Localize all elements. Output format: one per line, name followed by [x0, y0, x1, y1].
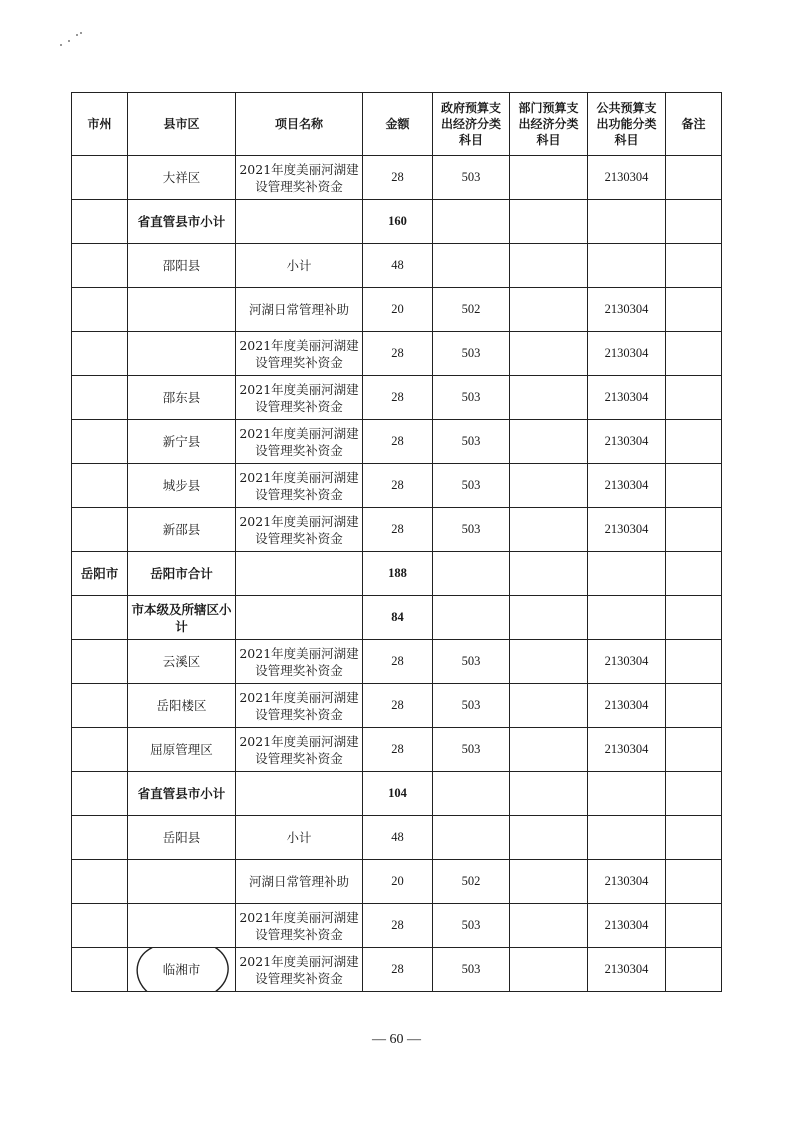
cell-county: 岳阳楼区: [128, 684, 236, 728]
cell-project: 2021年度美丽河湖建设管理奖补资金: [236, 332, 363, 376]
cell-city: [72, 332, 128, 376]
cell-amount: 28: [363, 640, 433, 684]
cell-project: [236, 596, 363, 640]
cell-func: 2130304: [588, 156, 666, 200]
cell-city: [72, 772, 128, 816]
cell-amount: 28: [363, 728, 433, 772]
cell-county: 城步县: [128, 464, 236, 508]
cell-gov-econ: 503: [433, 948, 510, 992]
cell-amount: 160: [363, 200, 433, 244]
cell-gov-econ: [433, 552, 510, 596]
cell-amount: 28: [363, 684, 433, 728]
cell-amount: 28: [363, 464, 433, 508]
cell-dept-econ: [510, 200, 588, 244]
cell-project: 2021年度美丽河湖建设管理奖补资金: [236, 904, 363, 948]
table-row: [72, 376, 722, 420]
table-row: [72, 904, 722, 948]
cell-dept-econ: [510, 552, 588, 596]
cell-county: 大祥区: [128, 156, 236, 200]
cell-dept-econ: [510, 376, 588, 420]
cell-remark: [666, 420, 722, 464]
cell-amount: 28: [363, 420, 433, 464]
table-row: [72, 244, 722, 288]
header-dept-econ: 部门预算支出经济分类科目: [510, 93, 588, 156]
cell-remark: [666, 948, 722, 992]
cell-dept-econ: [510, 860, 588, 904]
header-city: 市州: [72, 93, 128, 156]
header-county: 县市区: [128, 93, 236, 156]
cell-amount: 28: [363, 948, 433, 992]
cell-dept-econ: [510, 244, 588, 288]
cell-county: [128, 288, 236, 332]
cell-county: 屈原管理区: [128, 728, 236, 772]
cell-city: [72, 816, 128, 860]
cell-city: [72, 860, 128, 904]
cell-amount: 28: [363, 904, 433, 948]
handwritten-circle-mark: [163, 961, 201, 978]
cell-amount: 48: [363, 244, 433, 288]
cell-city: [72, 640, 128, 684]
cell-remark: [666, 684, 722, 728]
cell-gov-econ: [433, 772, 510, 816]
table-row: [72, 596, 722, 640]
cell-func: [588, 552, 666, 596]
cell-project: [236, 772, 363, 816]
cell-remark: [666, 552, 722, 596]
cell-dept-econ: [510, 288, 588, 332]
cell-gov-econ: 503: [433, 508, 510, 552]
cell-project: 小计: [236, 244, 363, 288]
cell-project: [236, 200, 363, 244]
cell-dept-econ: [510, 420, 588, 464]
table-row: [72, 684, 722, 728]
cell-gov-econ: 503: [433, 332, 510, 376]
cell-gov-econ: 503: [433, 376, 510, 420]
cell-func: [588, 816, 666, 860]
cell-gov-econ: 502: [433, 860, 510, 904]
cell-city: [72, 508, 128, 552]
cell-func: 2130304: [588, 728, 666, 772]
cell-county: 省直管县市小计: [128, 200, 236, 244]
cell-remark: [666, 288, 722, 332]
cell-county: 云溪区: [128, 640, 236, 684]
header-func: 公共预算支出功能分类科目: [588, 93, 666, 156]
cell-project: 2021年度美丽河湖建设管理奖补资金: [236, 728, 363, 772]
cell-city: [72, 288, 128, 332]
cell-gov-econ: [433, 816, 510, 860]
cell-amount: 104: [363, 772, 433, 816]
page-number: — 60 —: [372, 1032, 421, 1047]
table-row: [72, 640, 722, 684]
cell-city: [72, 244, 128, 288]
table-row: [72, 420, 722, 464]
cell-func: [588, 244, 666, 288]
scan-speckles: [58, 30, 88, 50]
table-row: [72, 816, 722, 860]
cell-dept-econ: [510, 684, 588, 728]
cell-amount: 188: [363, 552, 433, 596]
cell-county: 新邵县: [128, 508, 236, 552]
table-row: [72, 508, 722, 552]
cell-dept-econ: [510, 816, 588, 860]
cell-dept-econ: [510, 904, 588, 948]
budget-allocation-table: [71, 92, 722, 992]
cell-project: 2021年度美丽河湖建设管理奖补资金: [236, 156, 363, 200]
cell-remark: [666, 508, 722, 552]
cell-dept-econ: [510, 728, 588, 772]
cell-county: 临湘市: [162, 962, 201, 977]
cell-dept-econ: [510, 772, 588, 816]
cell-city: [72, 948, 128, 992]
cell-project: 2021年度美丽河湖建设管理奖补资金: [236, 640, 363, 684]
cell-city: [72, 376, 128, 420]
cell-func: 2130304: [588, 860, 666, 904]
cell-gov-econ: [433, 200, 510, 244]
cell-amount: 28: [363, 376, 433, 420]
table-row: [72, 552, 722, 596]
cell-amount: 20: [363, 288, 433, 332]
table-row: [72, 464, 722, 508]
cell-dept-econ: [510, 948, 588, 992]
cell-county: 新宁县: [128, 420, 236, 464]
cell-dept-econ: [510, 596, 588, 640]
cell-city: [72, 596, 128, 640]
cell-project: 2021年度美丽河湖建设管理奖补资金: [236, 684, 363, 728]
cell-city: [72, 728, 128, 772]
cell-gov-econ: 503: [433, 640, 510, 684]
cell-gov-econ: 503: [433, 728, 510, 772]
cell-city: [72, 904, 128, 948]
cell-dept-econ: [510, 464, 588, 508]
cell-project: 2021年度美丽河湖建设管理奖补资金: [236, 376, 363, 420]
header-project: 项目名称: [236, 93, 363, 156]
cell-city: [72, 200, 128, 244]
cell-func: 2130304: [588, 508, 666, 552]
cell-dept-econ: [510, 640, 588, 684]
cell-gov-econ: 503: [433, 420, 510, 464]
cell-county: [128, 332, 236, 376]
cell-project: 2021年度美丽河湖建设管理奖补资金: [236, 420, 363, 464]
table-row: [72, 332, 722, 376]
cell-city: 岳阳市: [72, 552, 128, 596]
table-row: [72, 728, 722, 772]
cell-gov-econ: [433, 244, 510, 288]
cell-func: 2130304: [588, 640, 666, 684]
cell-project: 2021年度美丽河湖建设管理奖补资金: [236, 508, 363, 552]
cell-func: [588, 596, 666, 640]
cell-remark: [666, 332, 722, 376]
cell-func: 2130304: [588, 376, 666, 420]
cell-remark: [666, 904, 722, 948]
table-header-row: [72, 93, 722, 156]
cell-gov-econ: 502: [433, 288, 510, 332]
cell-project: 2021年度美丽河湖建设管理奖补资金: [236, 948, 363, 992]
cell-project: 2021年度美丽河湖建设管理奖补资金: [236, 464, 363, 508]
cell-county-circled: [128, 948, 236, 992]
table-row: [72, 860, 722, 904]
cell-amount: 48: [363, 816, 433, 860]
cell-remark: [666, 640, 722, 684]
cell-gov-econ: 503: [433, 904, 510, 948]
cell-gov-econ: 503: [433, 464, 510, 508]
cell-project: 河湖日常管理补助: [236, 288, 363, 332]
cell-county: 邵阳县: [128, 244, 236, 288]
cell-func: 2130304: [588, 420, 666, 464]
table-row: [72, 200, 722, 244]
cell-amount: 28: [363, 332, 433, 376]
cell-remark: [666, 860, 722, 904]
cell-project: 小计: [236, 816, 363, 860]
cell-city: [72, 156, 128, 200]
cell-func: 2130304: [588, 464, 666, 508]
cell-amount: 28: [363, 508, 433, 552]
cell-remark: [666, 464, 722, 508]
cell-func: [588, 772, 666, 816]
cell-remark: [666, 244, 722, 288]
cell-remark: [666, 816, 722, 860]
cell-func: 2130304: [588, 288, 666, 332]
table-row: [72, 288, 722, 332]
cell-city: [72, 684, 128, 728]
cell-remark: [666, 596, 722, 640]
cell-func: [588, 200, 666, 244]
cell-remark: [666, 376, 722, 420]
cell-county: 邵东县: [128, 376, 236, 420]
header-gov-econ: 政府预算支出经济分类科目: [433, 93, 510, 156]
cell-county: [128, 904, 236, 948]
cell-func: 2130304: [588, 948, 666, 992]
cell-county: 省直管县市小计: [128, 772, 236, 816]
cell-remark: [666, 772, 722, 816]
cell-func: 2130304: [588, 904, 666, 948]
cell-remark: [666, 200, 722, 244]
cell-city: [72, 464, 128, 508]
cell-gov-econ: [433, 596, 510, 640]
table-row: [72, 156, 722, 200]
table-row: [72, 772, 722, 816]
cell-func: 2130304: [588, 684, 666, 728]
cell-county: 岳阳县: [128, 816, 236, 860]
cell-dept-econ: [510, 156, 588, 200]
header-amount: 金额: [363, 93, 433, 156]
cell-remark: [666, 728, 722, 772]
cell-county: 岳阳市合计: [128, 552, 236, 596]
cell-gov-econ: 503: [433, 684, 510, 728]
cell-county: 市本级及所辖区小计: [128, 596, 236, 640]
cell-remark: [666, 156, 722, 200]
table-row: [72, 948, 722, 992]
cell-city: [72, 420, 128, 464]
cell-project: 河湖日常管理补助: [236, 860, 363, 904]
cell-func: 2130304: [588, 332, 666, 376]
cell-dept-econ: [510, 332, 588, 376]
cell-gov-econ: 503: [433, 156, 510, 200]
header-remark: 备注: [666, 93, 722, 156]
cell-project: [236, 552, 363, 596]
cell-dept-econ: [510, 508, 588, 552]
cell-amount: 84: [363, 596, 433, 640]
cell-amount: 20: [363, 860, 433, 904]
cell-county: [128, 860, 236, 904]
cell-amount: 28: [363, 156, 433, 200]
